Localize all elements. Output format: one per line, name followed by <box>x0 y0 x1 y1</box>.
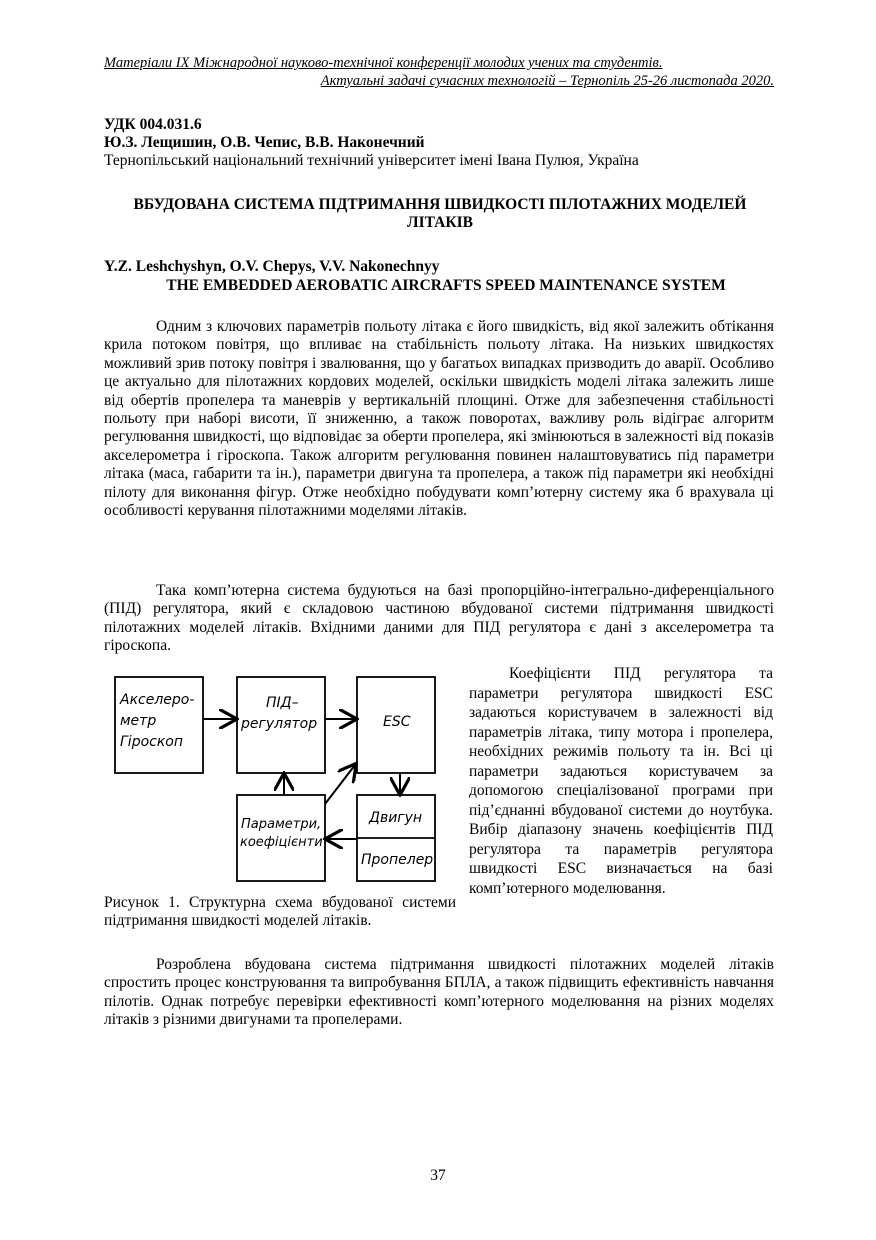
authors-en: Y.Z. Leshchyshyn, O.V. Chepys, V.V. Nakonechnyy <box>104 258 440 275</box>
paragraph-3 <box>104 956 774 1030</box>
arrow-params-to-esc <box>325 765 355 804</box>
paragraph-3-text: Розроблена вбудована система підтримання швидкості пілотажних моделей літаків спростить процес конструювання та випробування БПЛА, а також підвищить ефективність навчання пілотів. Однак потребує перевірки ефективності комп’ютерного моделювання на різних моделях літаків з різними двигунами та пропелерами. <box>104 956 774 1029</box>
sensor-label-1: Акселеро- <box>120 692 195 708</box>
title-ua: ВБУДОВАНА СИСТЕМА ПІДТРИМАННЯ ШВИДКОСТІ ПІЛОТАЖНИХ МОДЕЛЕЙ ЛІТАКІВ <box>133 196 747 232</box>
esc-label: ESC <box>383 714 411 730</box>
right-column-text <box>469 664 773 898</box>
pid-label-2: регулятор <box>241 716 318 732</box>
conference-header-line1: Матеріали IX Міжнародної науково-технічної конференції молодих учених та студентів. <box>104 55 663 71</box>
paragraph-2-text: Така комп’ютерна система будуються на базі пропорційно-інтегрально-диференціального (ПІД) регулятора, який є складовою частиною вбудованої системи підтримання швидкості пілотажних моделей літаків. Вхідними даними для ПІД регулятора є дані з акселерометра та гіроскопа. <box>104 582 774 655</box>
propeller-label: Пропелер <box>361 852 434 868</box>
params-label-2: коефіцієнти <box>240 835 323 850</box>
block-diagram <box>104 664 456 894</box>
pid-label-1: ПІД– <box>266 695 299 711</box>
paragraph-1-text: Одним з ключових параметрів польоту літака є його швидкість, від якої залежить обтікання крила потоком повітря, що впливає на стабільність польоту літака. На низьких швидкостях можливий зрив потоку повітря і звалювання, що у багатьох випадках призводить до аварії. Особливо це актуально для пілотажних кордових моделей, оскільки швидкість моделі літака залежить лише від обертів пропелера та маневрів у вертикальній площині. Отже для забезпечення стабільності польоту при наборі висоти, її зниженню, а також поворотах, важливу роль відіграє алгоритм регулювання швидкості, що відповідає за оберти пропелера, які змінюються в залежності від показів акселерометра і гіроскопа. Також алгоритм регулювання повинен налаштовуватись під параметри літака (маса, габарити та ін.), параметри двигуна та пропелера, а також під параметри які необхідні пілоту для виконання фігур. Отже необхідно побудувати комп’ютерну систему яка б врахувала ці особливості керування пілотажними моделями літаків. <box>104 318 774 520</box>
authors-ua: Ю.З. Лещишин, О.В. Чепис, В.В. Наконечний <box>104 134 425 151</box>
paragraph-1 <box>104 318 774 520</box>
page-number: 37 <box>430 1167 446 1184</box>
params-label-1: Параметри, <box>241 817 322 832</box>
conference-header-line2: Актуальні задачі сучасних технологій – Тернопіль 25-26 листопада 2020. <box>320 73 774 89</box>
paragraph-2 <box>104 582 774 656</box>
udk-code: УДК 004.031.6 <box>104 116 202 133</box>
motor-label: Двигун <box>369 810 423 826</box>
right-paragraph: Коефіцієнти ПІД регулятора та параметри регулятора швидкості ESC задаються користувачем в залежності від параметрів літака, типу мотора і пропелера, необхідних режимів польоту та ін. Всі ці параметри задаються користувачем за допомогою спеціалізованої програми при під’єднанні вбудованої системи до ноутбука. Вибір діапазону значень коефіцієнтів ПІД регулятора та параметрів регулятора швидкості ESC визначається на базі комп’ютерного моделювання. <box>469 665 773 897</box>
figure-caption: Рисунок 1. Структурна схема вбудованої системи підтримання швидкості моделей літаків. <box>104 894 456 930</box>
title-en: THE EMBEDDED AEROBATIC AIRCRAFTS SPEED MAINTENANCE SYSTEM <box>166 277 726 294</box>
affiliation: Тернопільський національний технічний університет імені Івана Пулюя, Україна <box>104 152 639 169</box>
sensor-label-2: метр <box>120 713 157 729</box>
sensor-label-3: Гіроскоп <box>120 734 184 750</box>
